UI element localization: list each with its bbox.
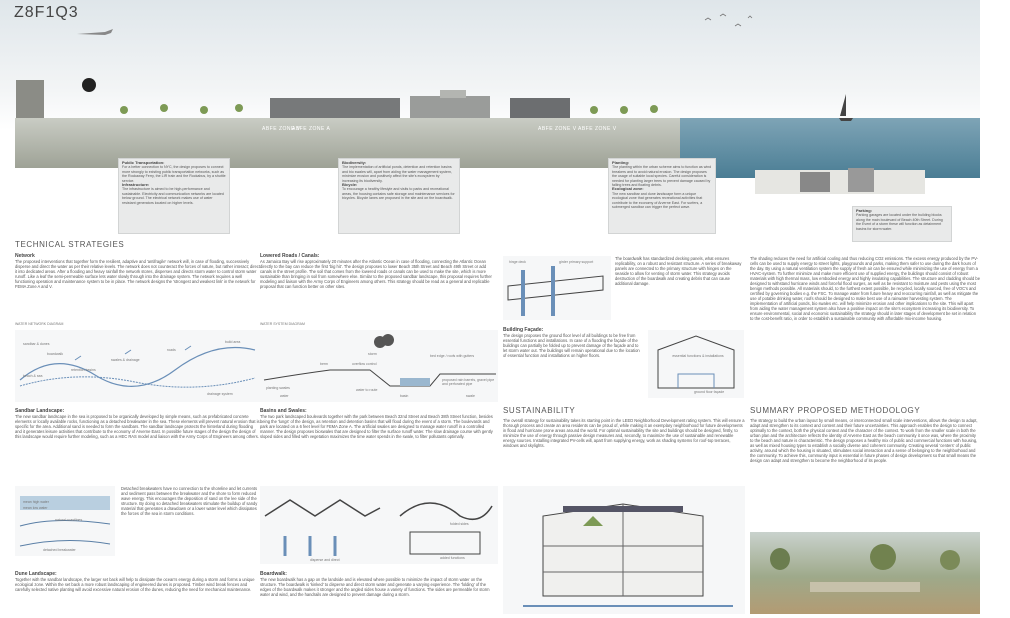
icon-strip xyxy=(15,133,980,153)
technical-heading: TECHNICAL STRATEGIES xyxy=(15,240,125,249)
building-section-lines xyxy=(503,486,745,614)
network-label: beach & sea xyxy=(23,374,43,378)
facade-diagram xyxy=(648,330,744,398)
boardwalk-panel-text: The boardwalk has standardized decking panels, what ensures replicability, on a robust and resistant structure. A series of breakaway panels are connected to the primary structure with hinges on the seaside to allow for venting of storm water. This strategy avoids destruction of the boardwalk and creating debris that can cause additional damage. xyxy=(615,256,742,286)
board-id: Z8F1Q3 xyxy=(14,4,79,21)
zone-label: ABFE ZONE A xyxy=(292,126,331,132)
zone-label: ABFE ZONE V xyxy=(538,126,577,132)
housing-block xyxy=(270,98,400,118)
roads-diagram xyxy=(260,330,498,402)
roads-label: storm xyxy=(368,352,377,356)
tree xyxy=(590,106,598,114)
housing-block xyxy=(410,96,490,118)
sky-backdrop xyxy=(0,0,980,130)
roads-label: swale xyxy=(466,394,475,398)
roads-title: Lowered Roads / Canals: xyxy=(260,253,320,259)
tree xyxy=(200,106,208,114)
building-section-diagram xyxy=(503,486,745,614)
facade-label: essential functions & installations xyxy=(672,354,724,358)
energy-text: The shading reduces the need for artificial cooling and thus reducing CO2 emissions. The excess energy produced by the PV-cells can be used to supply energy to street lights, playgrounds and parks, making them safer to use during the dark hours of the day. By using a natural ventilation system the supply of fresh air can be ensured while minimizing the use of energy from a HVAC-system. To further minimize and make more efficient use of supplied energy, the buildings should consist of robust materials with high thermal mass, low embodied energy and highly insulating capabilities. The structure and cladding should be designed to withstand hurricane winds and forceful flood surges, as well as be resistant to moisture and pests using the most benign methods possible. All materials should, to the furthest extent possible, be recycled, locally sourced, free of VOC's and certified by governing bodies e.g. the FSC. To manage water from future heavy and reoccurring rainfall, as well as mitigate the use of potable drinking water, roofs should be designed to make best use of a rainwater harvesting system. The implementation of artificial ponds, bio swales etc. will help minimize erosion and other implications to the site. This will apart from aiding the water management system also have a positive impact on the site's ecosystem increasing its biodiversity. To ensure environmental, social and economic sustainability the strategy should in later stages of development be set in relation to the cost-benefit ratio, in order to establish a sustainable community with affordable mix-income housing. xyxy=(750,256,980,321)
zone-label: ABFE ZONE V xyxy=(262,126,301,132)
network-label: build area xyxy=(225,340,241,344)
housing-block xyxy=(440,90,466,98)
network-label: roads xyxy=(167,348,176,352)
boardwalk-title: Boardwalk: xyxy=(260,571,287,577)
airplane-icon xyxy=(75,28,115,38)
note-parking: Parking: Parking garages are located under the building blocks along the main boulevard of Beach 40th Street. During the Event of a storm these will function as detainment basins for storm water. xyxy=(852,206,952,242)
sustainability-heading: SUSTAINABILITY xyxy=(503,406,576,415)
roads-label: basin xyxy=(400,394,409,398)
methodology-text: The strategy to build the urban layout by small means, or interconnected small scale interventions, allows the design to adapt, adapt and strengthen to its context and content and their future uncertainties. This approach enables the design to connect optimally to the context, both the physical context and the character of the context. To work from the smaller scale in both the urban plan and the architecture reflects the identity of Arverne East as the beach community it once was, where the proximity to the beach and nature is characteristic. The design proposes a healthy mix of public and commercial functions with housing, as well as mixed housing types to establish a socially diverse and coherent community. Creating several 'centers' of public activity, around which the housing is situated, stimulates social interaction and a sense of belonging to the neighborhood and the community. To achieve this, community input is essential in future phases of design development so that small means the design can adapt and strengthen to become the neighborhood of its people. xyxy=(750,418,978,463)
note-planting: Planting: The planting within the urban scheme aims to function as wind breakers and to avoid natural erosion. The design proposes the usage of suitable local species. Careful consideration is needed for planting larger trees to prevent damage caused by falling trees and floating debris. Ecological zone: The new sandbar and dune landscape form a unique ecological zone that generates recreational activities that contribute to the economy of Arverne East. For surfers, a submerged sandbar can trigger the perfect wave. xyxy=(608,158,716,234)
roads-label: bed edge / roofs with gutters xyxy=(430,354,475,358)
facade-diagram-lines xyxy=(648,330,744,398)
section-building xyxy=(848,168,874,192)
facade-title: Building Façade: xyxy=(503,327,544,333)
basins-title: Basins and Swales: xyxy=(260,408,307,414)
network-label: drainage system xyxy=(207,392,233,396)
dune-text: Together with the sandbar landscape, the larger set back will help to dissipate the ocean's energy during a storm and forms a unique ecological zone. Within the set back a more robust landscaping of engineered dunes is proposed. Timber wind break fences and carefully selected native planting will avoid excessive natural erosion of the dunes, reducing the need for mechanical maintenance. xyxy=(15,577,255,592)
boardwalk-text: The new boardwalk has a gap on the landside and is elevated where possible to minimize the impact of storm water on the structure. The boardwalk is 'kinked' to disperse and direct storm water and generate a varying experience. The 'folding' of the edges of the boardwalk makes it stronger and the angled sides house a variety of functions. The sides are permeable for storm water and wind, and the handrails are designed to prevent damage during a storm. xyxy=(260,577,490,597)
birds-icon xyxy=(700,12,760,42)
roads-text: As Jamaica Bay will rise approximately 20 minutes after the Atlantic Ocean in case of flooding, connecting the Atlantic Ocean directly to the bay can reduce the first 'big hit'. The design proposes to lower Beach 35th Street and Beach 49th Street or add canals in the street profile. The soil that comes from the lowered roads or canals can be used to make the site, which is more sustainable than bringing in soil from somewhere else. Similar to the proposed sandbar landscape, this proposal requires further modeling and liaison with the Army Corps of Engineers among others. This strategy should be read as a general and replicable proposal that can function better on other sites. xyxy=(260,259,492,289)
facade-label: hinge deck xyxy=(509,260,526,264)
tower-building xyxy=(16,80,44,118)
facade-label: ground floor façade xyxy=(694,390,725,394)
basins-label: folded sides xyxy=(450,522,469,526)
basins-label: disperse and direct xyxy=(310,558,340,562)
roads-caption: WATER SYSTEM DIAGRAM xyxy=(260,322,305,326)
note-biodiversity: Biodiversity: The implementation of artificial ponds, detention and retention basins and bio swales will, apart from aiding the water management system, minimize erosion and positively affect the site's ecosystem by increasing its biodiversity. Bicycle: To encourage a healthy lifestyle and visits to parks and recreational areas, the housing contains safe storage and maintenance services for bicycles. Bicycle lanes are proposed in the site and on the boardwalk. xyxy=(338,158,460,234)
sandbar-title: Sandbar Landscape: xyxy=(15,408,65,414)
nyc-logo-icon xyxy=(82,78,96,92)
breakwater-text: Detached breakwaters have no connection to the shoreline and let currents and sediment pass between the breakwater and the shore to form reduced wave energy. This encourages the deposition of sand on the lee side of the structure. By doing so detached breakwaters stimulate the buildup of sandy material that generates a drawdown or a lower water level which dissipates the forces of the sea in storm conditions. xyxy=(121,486,258,516)
network-diagram xyxy=(15,330,260,402)
sustainability-text: The overall strategy for sustainability takes its starting point in the LEED Neighborhood Development rating system. This will ensure a thorough process and create an area residents can be proud of, while making it an exemplary neighborhood for future developments in flood and hurricane prone areas around the world. For optimal sustainability the site and buildings should be designed, firstly, to minimize the use of energy through passive design measures and, secondly, to maximize the use of sustainable and renewable energy sources. Installing integrated PV-cells will, apart from supplying energy, work as shading systems for roof-top terraces, windows and skylights. xyxy=(503,418,745,448)
tree xyxy=(160,104,168,112)
dune-title: Dune Landscape: xyxy=(15,571,57,577)
basins-text: The two park landscaped boulevards together with the park between Beach 32nd Street and Beach 38th Street function, besides being the 'lungs' of the design, as retention and detention basins that will flood during the event of a storm. The boulevards and park are located on a 6 feet level for FEMA Zone A. The artificial swales are designed to manage water runoff in a controlled manner. The design proposes bioswales that are designed to filter the surface runoff water. The slow drainage course with gently sloped sides and filled with vegetation maximizes the time water spends in the swale, to filter pollutants optimally. xyxy=(260,414,493,439)
section-ground xyxy=(755,170,925,194)
facade-text: The design proposes the ground floor level of all buildings to be free from essential functions and installations. In case of a flooding the façade of the buildings can partially be folded up to prevent damage of the façade and to let storm water out. The buildings will remain operational due to the location of essential function and installations on higher floors. xyxy=(503,333,640,358)
sandbar-label: mean high water xyxy=(23,500,49,504)
sandbar-label: mean low water xyxy=(23,506,48,510)
roads-diagram-lines xyxy=(260,330,498,402)
roads-label: berm xyxy=(320,362,328,366)
basins-label: added functions xyxy=(440,556,465,560)
network-label: retention basins xyxy=(71,368,96,372)
sailboat-icon xyxy=(838,92,854,122)
network-label: sandbar & dunes xyxy=(23,342,50,346)
network-caption: WATER NETWORK DIAGRAM xyxy=(15,322,64,326)
sandbar-label: natural coastlines xyxy=(55,518,83,522)
sandbar-text: The new sandbar landscape in the sea is proposed to be organically developed by simple means, such as prefabricated concrete elements or locally available rocks, functioning as a detached breakwater in the sea. These elements will prevent natural erosion that is specific for the area. Additional sand is needed to form the sandbars. The sandbar landscape protects the hinterland during flooding and it generates leisure activities that contribute to the economy of Arverne East. In possible future stages of the design the design of this landscape would require further modeling, such as a HEC RAS model and liaison with the Army Corps of Engineers among others. xyxy=(15,414,260,439)
tree xyxy=(650,105,658,113)
methodology-heading: SUMMARY PROPOSED METHODOLOGY xyxy=(750,406,921,415)
sandbar-label: detached breakwater xyxy=(43,548,76,552)
roads-label: water to route xyxy=(356,388,378,392)
facade-label: girder primary support xyxy=(559,260,594,264)
basins-diagram xyxy=(260,486,498,564)
boardwalk-diagram xyxy=(503,256,611,320)
landscape-image xyxy=(750,532,980,614)
network-text: The proposed interventions that together form the resilient, adaptive and 'antifragile' network will, in case of flooding, successively disperse and direct the water as per their relative levels. The network does not counteract the forces of nature, but rather interact; direct it into dedicated areas. After a flooding and heavy rainfall the network stores, disperses and directs storm water to control storm water runoff. Like a leaf the semi-permeable surface lets water slowly through into the drainage system. The network requires a well functioning operation and maintenance system to be in place. The network designs the 'strongest and weakest link' in the network for FEMA Zone A and V. xyxy=(15,259,260,289)
roads-label: planting swales xyxy=(266,386,290,390)
sandbar-diagram xyxy=(15,486,115,556)
roads-label: water xyxy=(280,394,289,398)
network-title: Network xyxy=(15,253,35,259)
housing-block xyxy=(510,98,570,118)
section-building xyxy=(800,172,830,192)
roads-label: overflow control xyxy=(352,362,377,366)
tree xyxy=(620,106,628,114)
tree xyxy=(235,104,243,112)
note-public-transportation: Public Transportation: For a better connection to NYC, the design proposes to connect more strongly to existing public transportation networks, such as the Rockaway Ferry, the LIR train and the Rockabus, by a shuttle service. Infrastructure: The infrastructure is aimed to be high-performance and sustainable. Electricity and communication networks are located below ground. The electrical network makes use of water resistant generators located on higher levels. xyxy=(118,158,230,234)
boardwalk-diagram-lines xyxy=(503,256,611,320)
zone-label: ABFE ZONE V xyxy=(578,126,617,132)
tree xyxy=(120,106,128,114)
roads-label: proposed rain barrels, gravel pipe and perforated pipe xyxy=(442,378,495,386)
network-label: swales & drainage xyxy=(111,358,140,362)
network-label: boardwalk xyxy=(47,352,63,356)
